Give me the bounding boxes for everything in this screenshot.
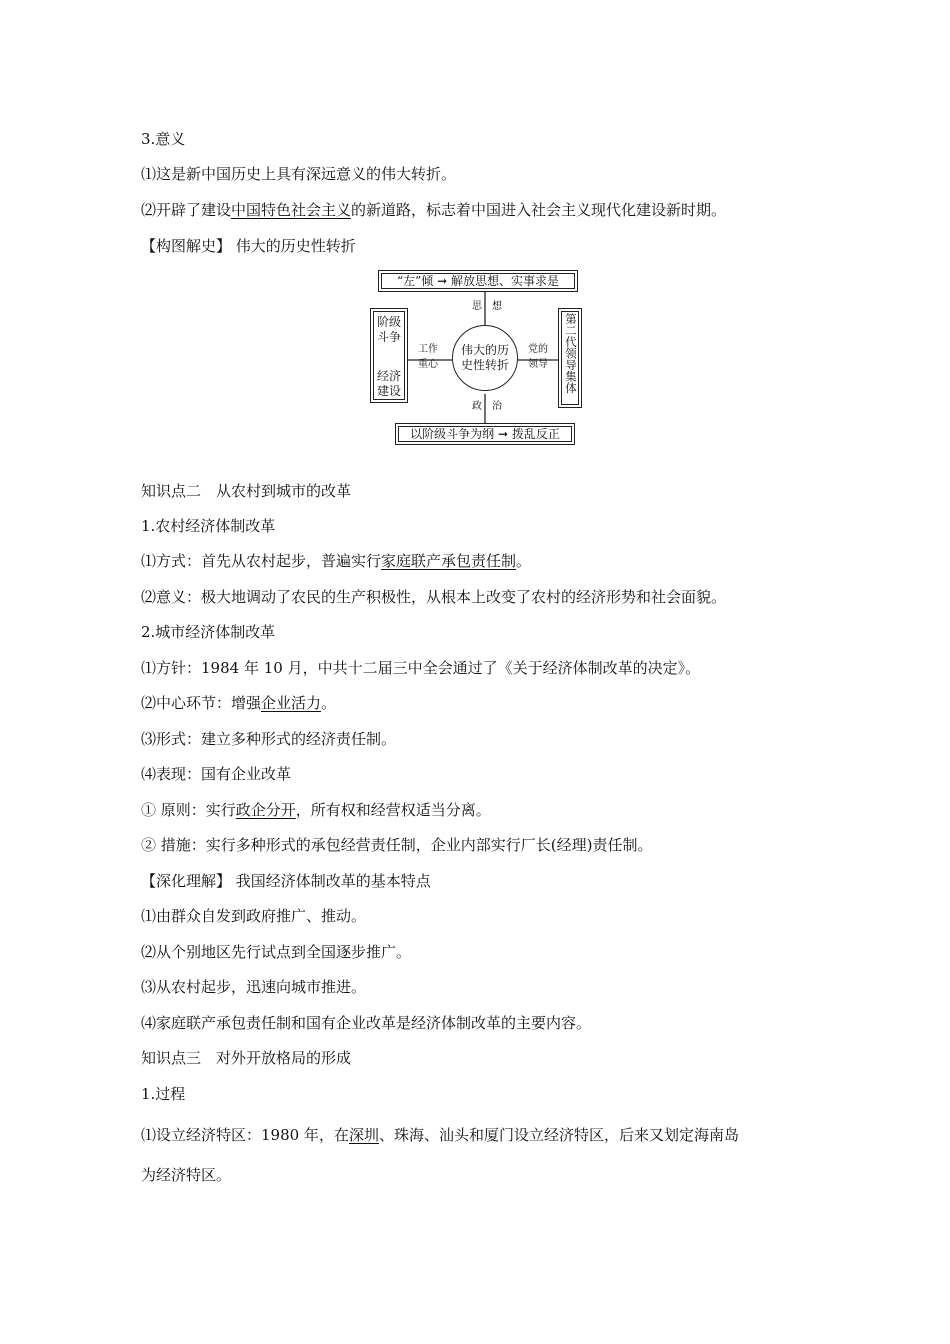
party-leadership-label: 领导: [528, 359, 548, 370]
underlined-term: 深圳: [348, 1126, 379, 1144]
text-span: 、珠海、汕头和厦门设立经济特区，后来又划定海南岛: [378, 1126, 739, 1144]
text-span: ⑵中心环节：增强: [141, 694, 262, 712]
center-text-line: 史性转折: [460, 358, 509, 372]
paragraph: [141, 1125, 739, 1145]
paragraph: ② 措施：实行多种形式的承包经营责任制，企业内部实行厂长(经理)责任制。: [141, 836, 653, 854]
left-box: [370, 308, 408, 403]
politics-label: 政 治: [472, 401, 502, 412]
deepen-title: 我国经济体制改革的基本特点: [235, 872, 431, 890]
paragraph: ⑴这是新中国历史上具有深远意义的伟大转折。: [141, 165, 457, 183]
text-span: ⑴设立经济特区：1980 年，在: [141, 1126, 349, 1144]
paragraph: [141, 693, 336, 713]
knowledge-point-heading: 知识点二 从农村到城市的改革: [141, 482, 352, 500]
text-span: 。: [321, 694, 337, 712]
knowledge-point-heading: 知识点三 对外开放格局的形成: [141, 1049, 352, 1067]
construct-title: 伟大的历史性转折: [235, 237, 356, 255]
paragraph: ⑷家庭联产承包责任制和国有企业改革是经济体制改革的主要内容。: [141, 1014, 592, 1032]
paragraph: ⑷表现：国有企业改革: [141, 765, 292, 783]
top-box-text: “左”倾 ➞ 解放思想、实事求是: [397, 274, 559, 288]
text-span: ⑵开辟了建设: [141, 201, 232, 219]
left-box-text: 斗争: [376, 330, 401, 344]
underlined-term: 中国特色社会主义: [231, 201, 352, 219]
underlined-term: 政企分开: [235, 801, 296, 819]
paragraph: ⑶从农村起步，迅速向城市推进。: [141, 978, 367, 996]
left-box-text: 经济: [376, 369, 401, 383]
right-box-text: 第二代领导集体: [564, 313, 578, 394]
paragraph: [141, 200, 726, 220]
construct-heading: [141, 236, 356, 256]
paragraph: ⑶形式：建立多种形式的经济责任制。: [141, 730, 397, 748]
center-text: [461, 343, 509, 373]
party-leadership-label: 党的: [528, 344, 548, 355]
text-span: ⑴方式：首先从农村起步，普遍实行: [141, 552, 382, 570]
top-box: [378, 270, 578, 292]
paragraph: [141, 551, 531, 571]
deepen-tag: 【深化理解】: [141, 872, 232, 890]
subsection-heading: 2.城市经济体制改革: [141, 623, 276, 641]
left-box-text: 建设: [376, 384, 401, 398]
text-span: 。: [516, 552, 532, 570]
construct-tag: 【构图解史】: [141, 237, 232, 255]
deepen-heading: [141, 871, 431, 891]
underlined-term: 企业活力: [261, 694, 322, 712]
ideology-label: 思 想: [472, 301, 502, 312]
work-focus-label: 重心: [418, 359, 438, 370]
paragraph: ⑴由群众自发到政府推广、推动。: [141, 907, 367, 925]
text-span: ，所有权和经营权适当分离。: [295, 801, 491, 819]
center-circle: [452, 325, 518, 391]
center-text-line: 伟大的历: [460, 343, 509, 357]
right-box: [558, 308, 582, 408]
work-focus-label: 工作: [418, 344, 438, 355]
historical-turning-diagram: [360, 268, 600, 448]
bottom-box: [395, 423, 575, 445]
paragraph: ⑴方针：1984 年 10 月，中共十二届三中全会通过了《关于经济体制改革的决定》。: [141, 659, 701, 677]
paragraph-continuation: 为经济特区。: [141, 1166, 232, 1184]
left-box-text: 阶级: [376, 315, 401, 329]
paragraph: ⑵从个别地区先行试点到全国逐步推广。: [141, 943, 412, 961]
bottom-box-text: 以阶级斗争为纲 ➞ 拨乱反正: [410, 427, 560, 441]
paragraph: ⑵意义：极大地调动了农民的生产积极性，从根本上改变了农村的经济形势和社会面貌。: [141, 588, 727, 606]
underlined-term: 家庭联产承包责任制: [381, 552, 517, 570]
paragraph: [141, 800, 491, 820]
text-span: 的新道路，标志着中国进入社会主义现代化建设新时期。: [351, 201, 727, 219]
subsection-heading: 1.农村经济体制改革: [141, 517, 276, 535]
subsection-heading: 1.过程: [141, 1085, 186, 1103]
section-heading-significance: 3.意义: [141, 130, 186, 148]
text-span: ① 原则：实行: [141, 801, 236, 819]
